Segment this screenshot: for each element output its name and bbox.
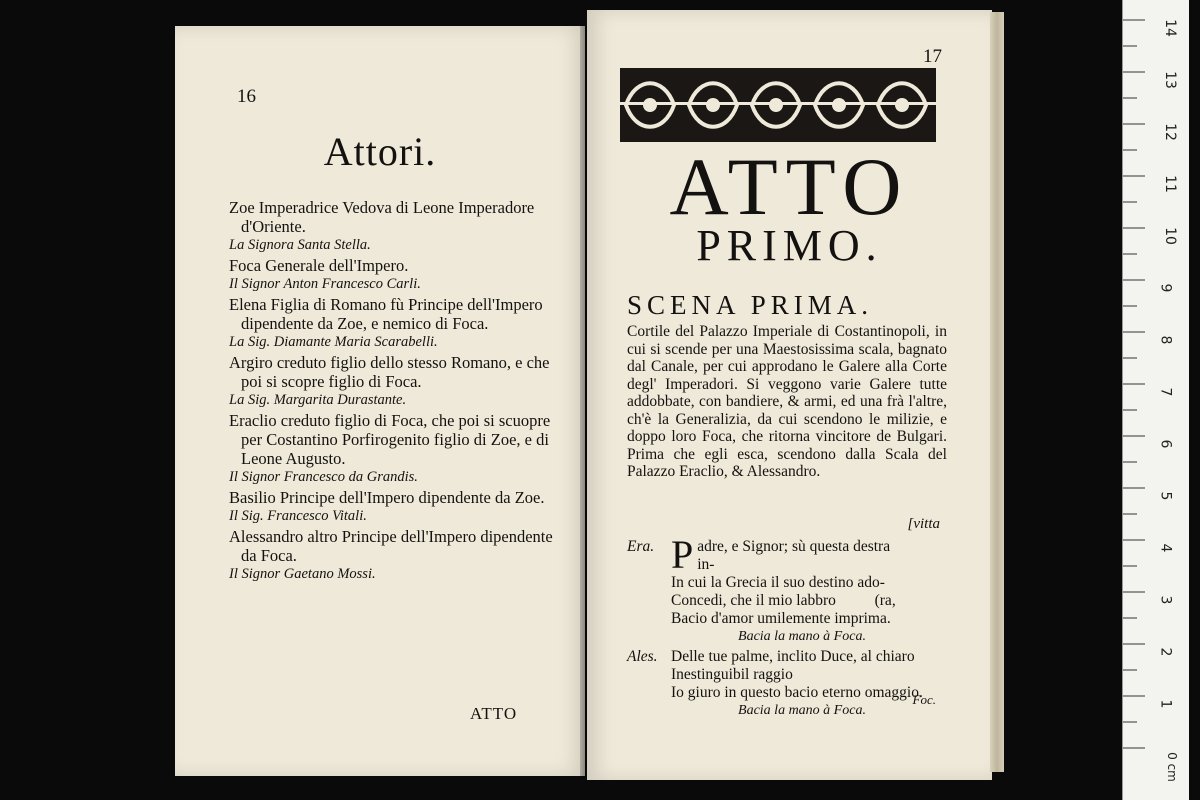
speaker-name: Ales. xyxy=(627,648,658,665)
speech-alessandro xyxy=(627,648,957,702)
speech-text xyxy=(671,532,896,628)
cast-role: Zoe Imperadrice Vedova di Leone Imperadore d'Oriente. xyxy=(229,198,535,236)
ruler-label: 11 xyxy=(1161,175,1178,193)
verse-line: Bacio d'amor umilemente imprima. xyxy=(671,610,891,627)
ruler-unit-label: 0 cm xyxy=(1164,752,1179,782)
ruler-label: 14 xyxy=(1161,19,1178,37)
stage-direction: Bacia la mano à Foca. xyxy=(738,629,866,644)
catchword-left: ATTO xyxy=(470,704,518,723)
cast-actor: La Sig. Margarita Durastante. xyxy=(229,392,407,408)
cast-role: Basilio Principe dell'Impero dipendente da Zoe. xyxy=(229,488,545,507)
cast-list xyxy=(229,198,559,585)
measuring-ruler xyxy=(1122,0,1189,800)
cast-actor: La Sig. Diamante Maria Scarabelli. xyxy=(229,334,438,350)
ruler-label: 5 xyxy=(1157,491,1174,501)
cast-actor: Il Signor Anton Francesco Carli. xyxy=(229,276,421,292)
cast-entry-zoe xyxy=(229,198,559,255)
dialogue xyxy=(627,532,957,722)
catchword-right: Foc. xyxy=(912,692,936,707)
ruler-label: 1 xyxy=(1157,699,1174,709)
cast-actor: La Signora Santa Stella. xyxy=(229,237,371,253)
act-subheading: PRIMO. xyxy=(696,221,883,270)
ruler-label: 9 xyxy=(1157,283,1174,293)
cast-role: Foca Generale dell'Impero. xyxy=(229,256,409,275)
verse-line: Concedi, che il mio labbro (ra, xyxy=(671,592,896,609)
left-page xyxy=(175,26,585,776)
page-edges xyxy=(990,12,1004,772)
ruler-label: 4 xyxy=(1157,543,1174,553)
right-page xyxy=(587,10,992,780)
cast-entry-argiro xyxy=(229,353,559,410)
ornament-band-icon xyxy=(620,68,936,142)
cast-actor: Il Signor Gaetano Mossi. xyxy=(229,566,376,582)
verse-line: Delle tue palme, inclito Duce, al chiaro xyxy=(671,648,915,665)
speech-eraclio xyxy=(627,532,957,628)
verse-line: Inestinguibil raggio xyxy=(671,666,793,683)
verse-line: Io giuro in questo bacio eterno omaggio. xyxy=(671,684,923,701)
ruler-label: 3 xyxy=(1157,595,1174,605)
scene-title: SCENA PRIMA. xyxy=(627,290,874,320)
cast-entry-alessandro xyxy=(229,527,559,584)
cast-actor: Il Sig. Francesco Vitali. xyxy=(229,508,367,524)
cast-actor: Il Signor Francesco da Grandis. xyxy=(229,469,418,485)
page-number-left: 16 xyxy=(237,86,256,107)
act-heading: ATTO xyxy=(669,141,910,232)
speech-text xyxy=(671,648,923,702)
ruler-label: 8 xyxy=(1157,335,1174,345)
speaker-name: Era. xyxy=(627,538,655,555)
cast-role: Elena Figlia di Romano fù Principe dell'Impero dipendente da Zoe, e nemico di Foca. xyxy=(229,295,543,333)
ruler-label: 10 xyxy=(1161,227,1178,245)
page-number-right: 17 xyxy=(923,46,942,67)
cast-role: Argiro creduto figlio dello stesso Romano, e che poi si scopre figlio di Foca. xyxy=(229,353,550,391)
drop-cap: P xyxy=(671,532,694,577)
ruler-label: 6 xyxy=(1157,439,1174,449)
ruler-ticks xyxy=(1123,0,1189,800)
cast-entry-foca xyxy=(229,256,559,294)
cast-title: Attori. xyxy=(323,129,437,174)
ruler-label: 2 xyxy=(1157,647,1174,657)
cast-entry-elena xyxy=(229,295,559,352)
scene-setting: Cortile del Palazzo Imperiale di Costantinopoli, in cui si scende per una Maestosissima scala, bagnato dal Canale, per cui approdano le Galere alla Corte degl' Imperadori. Si veggono varie Galere tutte addobbate, con bandiere, & armi, ed una frà l'altre, ch'è la Generalizia, da cui scendono le milizie, e doppo loro Foca, che ritorna vincitore de Bulgari. Prima che egli esca, scendono dalla Scala del Palazzo Eraclio, & Alessandro. xyxy=(627,323,947,480)
ruler-label: 7 xyxy=(1157,387,1174,397)
cast-entry-basilio xyxy=(229,488,559,526)
ruler-label: 12 xyxy=(1161,123,1178,141)
stage-direction: Bacia la mano à Foca. xyxy=(738,703,866,718)
verse-line: adre, e Signor; sù questa destra in- xyxy=(697,538,891,573)
verse-line: In cui la Grecia il suo destino ado- xyxy=(671,574,885,591)
cast-entry-eraclio xyxy=(229,411,559,487)
cast-role: Alessandro altro Principe dell'Impero dipendente da Foca. xyxy=(229,527,553,565)
ruler-label: 13 xyxy=(1161,71,1178,89)
stage-fragment: [vitta xyxy=(907,516,940,532)
cast-role: Eraclio creduto figlio di Foca, che poi si scuopre per Costantino Porfirogenito figlio di Zoe, e di Leone Augusto. xyxy=(229,411,551,468)
